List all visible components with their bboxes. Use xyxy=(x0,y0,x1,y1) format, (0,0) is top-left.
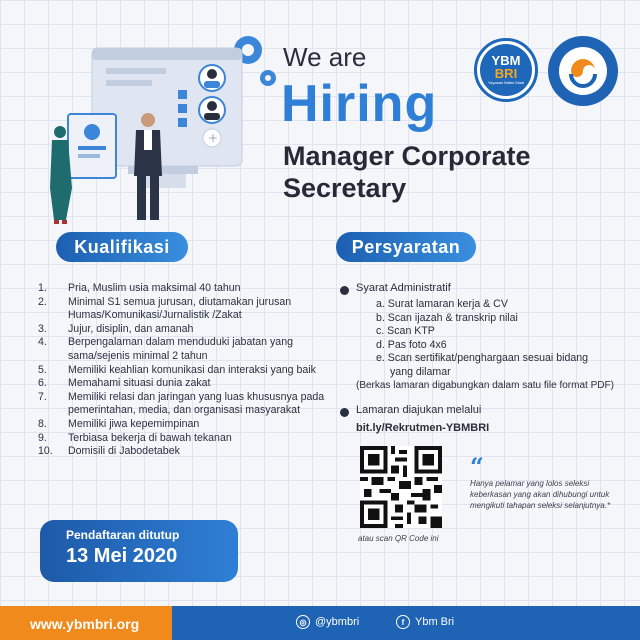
logo-text: YBM xyxy=(491,53,521,68)
file-format-note: (Berkas lamaran digabungkan dalam satu file format PDF) xyxy=(356,380,614,391)
list-item xyxy=(38,418,328,432)
kualifikasi-heading: Kualifikasi xyxy=(56,232,188,262)
list-item xyxy=(38,296,328,323)
list-item-text: Memiliki keahlian komunikasi dan interaksi yang baik xyxy=(68,363,316,376)
logo-text: BRI xyxy=(494,66,518,81)
list-item-number: 7. xyxy=(38,390,47,403)
admin-requirements-title: Syarat Administratif xyxy=(356,282,451,294)
list-item-number: 5. xyxy=(38,363,47,376)
apply-link[interactable]: bit.ly/Rekrutmen-YBMBRI xyxy=(356,422,490,434)
resume-board xyxy=(68,114,116,178)
qr-caption: atau scan QR Code ini xyxy=(358,534,439,543)
list-item: d. Pas foto 4x6 xyxy=(376,338,447,351)
tradition-logo xyxy=(546,34,620,108)
persyaratan-heading: Persyaratan xyxy=(336,232,476,262)
instagram-link[interactable] xyxy=(296,615,359,629)
profile-card xyxy=(199,65,225,91)
list-item: yang dilamar xyxy=(390,365,451,378)
list-item xyxy=(38,364,328,378)
deadline-date: 13 Mei 2020 xyxy=(66,545,178,567)
list-item xyxy=(38,445,328,459)
list-item-number: 9. xyxy=(38,431,47,444)
quote-icon: “ xyxy=(470,452,484,481)
list-item-text: Berpengalaman dalam menduduki jabatan yang sama/sejenis minimal 2 tahun xyxy=(68,336,293,362)
list-item-number: 10. xyxy=(38,445,53,458)
bullet-icon xyxy=(340,408,349,417)
list-item-text: Jujur, disiplin, dan amanah xyxy=(68,322,194,335)
qr-code-icon[interactable] xyxy=(360,446,442,528)
list-item-text: Memiliki jiwa kepemimpinan xyxy=(68,417,200,430)
list-item-text: Pria, Muslim usia maksimal 40 tahun xyxy=(68,282,241,294)
position-title: Manager Corporate Secretary xyxy=(283,141,531,203)
list-item: c. Scan KTP xyxy=(376,325,435,338)
list-item xyxy=(38,391,328,418)
list-item: b. Scan ijazah & transkrip nilai xyxy=(376,311,518,324)
kualifikasi-list xyxy=(38,282,328,459)
facebook-handle: Ybm Bri xyxy=(415,616,455,628)
list-item-number: 6. xyxy=(38,377,47,390)
list-item: e. Scan sertifikat/penghargaan sesuai bidang xyxy=(376,352,589,365)
deadline-label: Pendaftaran ditutup xyxy=(66,528,180,542)
deadline-banner xyxy=(40,520,238,582)
list-item-text: Minimal S1 semua jurusan, diutamakan jurusan Humas/Komunikasi/Jurnalistik /Zakat xyxy=(68,295,292,322)
list-item xyxy=(38,336,328,363)
list-item-number: 1. xyxy=(38,282,47,294)
list-item xyxy=(38,377,328,391)
list-item-text: Memahami situasi dunia zakat xyxy=(68,377,211,390)
facebook-icon: f xyxy=(396,615,410,629)
headline-hiring: Hiring xyxy=(281,75,438,133)
instagram-handle: @ybmbri xyxy=(315,616,360,628)
list-item-number: 8. xyxy=(38,417,47,430)
website-link[interactable]: www.ybmbri.org xyxy=(30,616,140,632)
hiring-illustration xyxy=(40,28,280,228)
selection-note: Hanya pelamar yang lolos seleksi keberkasan yang akan dihubungi untuk mengikuti tahapan seleksi selanjutnya.* xyxy=(470,479,611,510)
list-item-text: Domisili di Jabodetabek xyxy=(68,445,180,458)
logo-text: Yayasan Baitul Maal xyxy=(487,80,525,85)
list-item xyxy=(38,323,328,337)
list-item xyxy=(38,432,328,446)
instagram-icon: ◎ xyxy=(296,615,310,629)
list-item-number: 2. xyxy=(38,295,47,308)
list-item xyxy=(38,282,328,296)
profile-card xyxy=(199,97,225,123)
apply-label: Lamaran diajukan melalui xyxy=(356,404,482,416)
list-item-text: Terbiasa bekerja di bawah tekanan xyxy=(68,431,232,444)
list-item: a. Surat lamaran kerja & CV xyxy=(376,298,508,310)
bullet-icon xyxy=(340,286,349,295)
list-item-number: 3. xyxy=(38,322,47,335)
list-item-text: Memiliki relasi dan jaringan yang luas khususnya pada pemerintahan, media, dan organisasi masyarakat xyxy=(68,390,325,417)
facebook-link[interactable] xyxy=(396,615,454,629)
svg-text:+: + xyxy=(208,131,219,145)
admin-requirements-list xyxy=(356,298,616,380)
ybm-bri-logo xyxy=(474,38,538,102)
headline-we-are: We are xyxy=(283,42,367,72)
list-item-number: 4. xyxy=(38,336,47,349)
